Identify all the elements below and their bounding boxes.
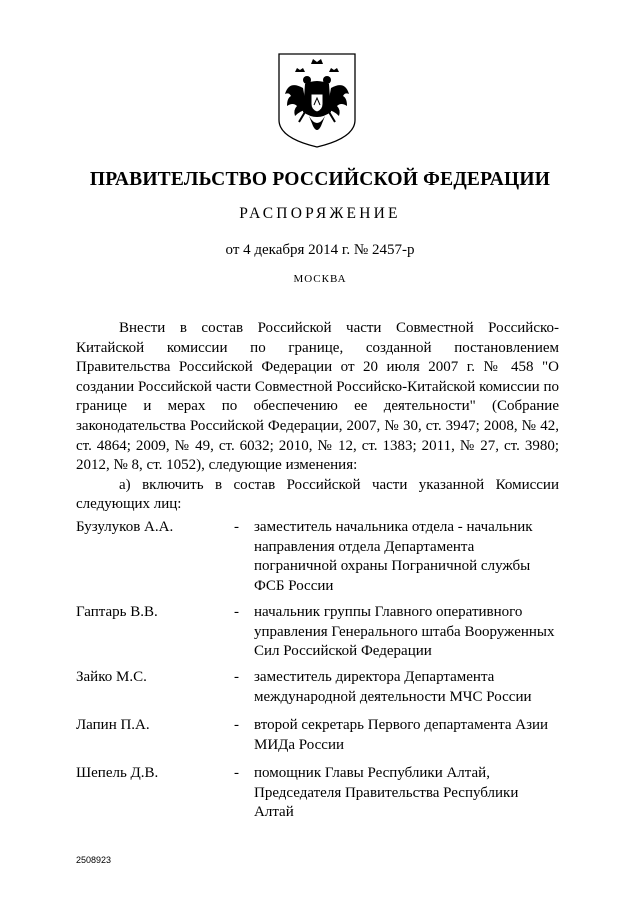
document-city: МОСКВА <box>293 273 347 285</box>
member-dash: - <box>234 765 239 781</box>
coat-of-arms-icon <box>275 50 359 150</box>
document-date-number: от 4 декабря 2014 г. № 2457-р <box>225 242 415 258</box>
document-type: РАСПОРЯЖЕНИЕ <box>239 205 401 222</box>
member-dash: - <box>234 519 239 535</box>
document-body <box>76 319 559 515</box>
member-name: Шепель Д.В. <box>76 765 159 781</box>
member-name: Зайко М.С. <box>76 669 147 685</box>
member-dash: - <box>234 669 239 685</box>
member-dash: - <box>234 717 239 733</box>
member-name: Гаптарь В.В. <box>76 604 158 620</box>
government-title: ПРАВИТЕЛЬСТВО РОССИЙСКОЙ ФЕДЕРАЦИИ <box>89 169 551 190</box>
member-name: Лапин П.А. <box>76 717 150 733</box>
member-role: начальник группы Главного оперативного управления Генерального штаба Вооруженных Сил Российской Федерации <box>254 604 555 660</box>
member-role: помощник Главы Республики Алтай, Председателя Правительства Республики Алтай <box>254 765 519 821</box>
body-paragraph-intro: Внести в состав Российской части Совместной Российско-Китайской комиссии по границе, созданной постановлением Правительства Российской Федерации от 20 июля 2007 г. № 458 "О создании Российской части Совместной Российско-Китайской комиссии по границе и мерах по обеспечению ее деятельности" (Собрание законодательства Российской Федерации, 2007, № 30, ст. 3947; 2008, № 42, ст. 4864; 2009, № 49, ст. 6032; 2010, № 12, ст. 1383; 2011, № 27, ст. 3980; 2012, № 8, ст. 1052), следующие изменения: <box>76 320 559 474</box>
member-name: Бузулуков А.А. <box>76 519 174 535</box>
member-role: заместитель начальника отдела - начальник направления отдела Департамента пограничной охраны Пограничной службы ФСБ России <box>254 519 533 594</box>
member-dash: - <box>234 604 239 620</box>
member-role: второй секретарь Первого департамента Азии МИДа России <box>254 717 549 753</box>
body-paragraph-a: а) включить в состав Российской части указанной Комиссии следующих лиц: <box>76 476 559 513</box>
footer-code: 2508923 <box>76 855 112 865</box>
member-role: заместитель директора Департамента международной деятельности МЧС России <box>254 669 532 705</box>
